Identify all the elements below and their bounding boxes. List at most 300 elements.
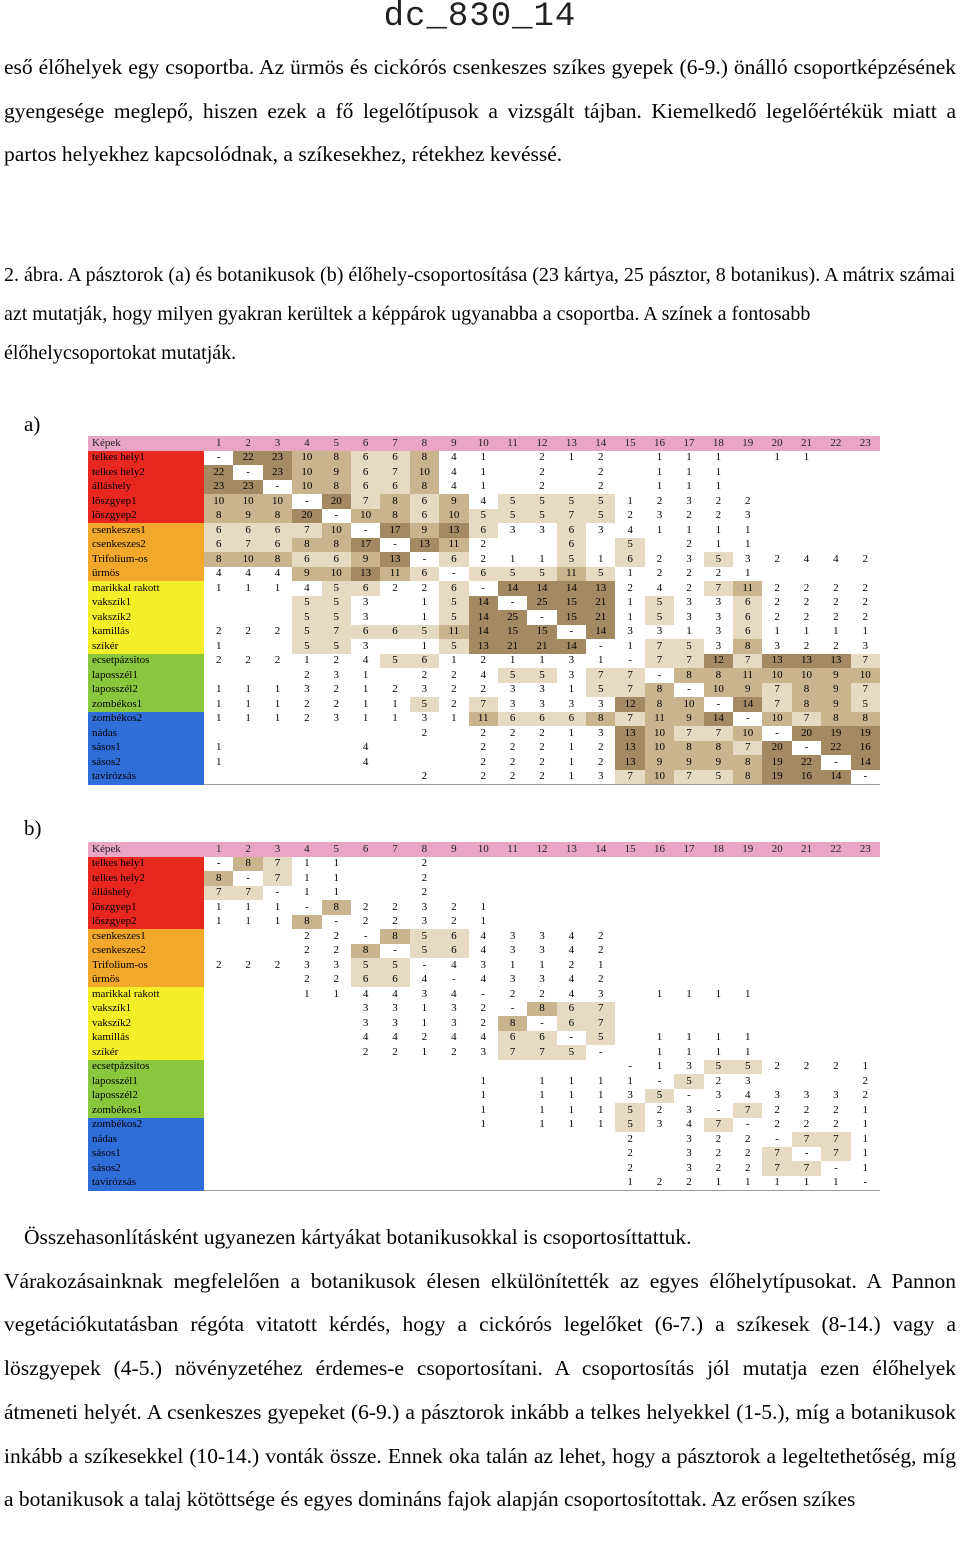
- matrix-a-cell: 5: [645, 610, 674, 625]
- matrix-a-cell: 1: [627, 639, 633, 652]
- matrix-a-cell: 3: [333, 668, 339, 681]
- matrix-b-cell: [292, 1074, 321, 1089]
- matrix-a-cell: 6: [439, 581, 468, 596]
- matrix-b-cell: [380, 857, 409, 872]
- matrix-a-cell: 14: [821, 770, 850, 785]
- matrix-a-cell: 2: [598, 755, 604, 768]
- matrix-b-cell: 7: [498, 1045, 527, 1060]
- matrix-b-cell: 1: [598, 1118, 604, 1130]
- matrix-a-col-header: 23: [851, 436, 880, 451]
- matrix-a-cell: 5: [527, 668, 556, 683]
- matrix-b-cell: -: [598, 1045, 603, 1058]
- matrix-b-col-header: 4: [292, 842, 321, 857]
- matrix-b-cell: [733, 915, 762, 930]
- matrix-a-cell: [263, 639, 292, 654]
- matrix-a-cell: 2: [598, 451, 604, 463]
- matrix-a-cell: 1: [568, 683, 575, 695]
- matrix-a-cell: [586, 538, 615, 553]
- matrix-a-col-header: 20: [762, 436, 791, 451]
- matrix-a-cell: 1: [715, 480, 722, 492]
- matrix-b-row-label: zombékos2: [88, 1118, 204, 1133]
- matrix-b-cell: 2: [774, 1103, 780, 1116]
- matrix-b-cell: -: [481, 987, 486, 1000]
- matrix-b-cell: [351, 1161, 380, 1176]
- matrix-b-cell: [645, 1002, 674, 1017]
- matrix-b-cell: -: [716, 1103, 721, 1116]
- matrix-a-cell: 14: [586, 625, 615, 640]
- matrix-b-cell: -: [540, 1016, 544, 1029]
- matrix-a-row-label: ecsetpázsitos: [88, 654, 204, 669]
- matrix-b-cell: 1: [480, 1074, 486, 1087]
- matrix-b-cell: 1: [568, 1074, 575, 1087]
- matrix-b-cell: [615, 973, 644, 988]
- matrix-b-cell: 4: [744, 1089, 751, 1101]
- matrix-b-cell: [851, 1031, 880, 1046]
- matrix-b-row: [88, 1074, 880, 1089]
- matrix-a-cell: 4: [451, 465, 457, 478]
- matrix-a-cell: [322, 755, 351, 770]
- matrix-b-cell: [233, 929, 262, 944]
- matrix-b-cell: 1: [686, 1031, 692, 1043]
- matrix-a-cell: 2: [527, 770, 556, 785]
- results-paragraph: [4, 1216, 956, 1522]
- matrix-a-cell: 2: [744, 494, 751, 507]
- matrix-b-cell: [292, 1045, 321, 1060]
- matrix-b-cell: [469, 886, 498, 901]
- matrix-b-cell: [586, 857, 615, 872]
- matrix-a-cell: 9: [292, 567, 321, 582]
- matrix-a-cell: -: [657, 668, 662, 681]
- matrix-a-cell: 21: [527, 639, 556, 654]
- matrix-a-cell: 2: [803, 610, 810, 623]
- matrix-b-cell: [557, 871, 586, 886]
- matrix-a-cell: 3: [656, 509, 663, 521]
- matrix-a-cell: 5: [380, 654, 409, 669]
- matrix-b-cell: [557, 886, 586, 901]
- matrix-b-cell: [792, 1031, 821, 1046]
- matrix-a-cell: [821, 567, 850, 582]
- matrix-b-cell: [498, 900, 527, 915]
- matrix-a-cell: -: [451, 567, 456, 579]
- matrix-a-cell: 5: [615, 538, 644, 553]
- matrix-a-cell: [263, 741, 292, 756]
- matrix-a-cell: 10: [351, 509, 380, 524]
- matrix-a-cell: 1: [245, 581, 251, 594]
- matrix-a-row: [88, 683, 880, 698]
- matrix-b-cell: 1: [715, 987, 722, 1000]
- matrix-a-cell: [233, 726, 262, 741]
- matrix-b-cell: 4: [686, 1118, 692, 1130]
- matrix-b-row-label: Trifolium-os: [88, 958, 204, 973]
- matrix-a-cell: 3: [686, 552, 692, 565]
- matrix-a-cell: [439, 726, 468, 741]
- matrix-b-cell: [674, 1002, 703, 1017]
- matrix-b-cell: 5: [674, 1074, 703, 1089]
- matrix-a-cell: 3: [744, 509, 751, 521]
- matrix-b-cell: 7: [586, 1002, 615, 1017]
- matrix-a-cell: 7: [733, 741, 762, 756]
- matrix-b-cell: [792, 958, 821, 973]
- matrix-a-row-label: löszgyep2: [88, 509, 204, 524]
- matrix-a-cell: 1: [215, 581, 222, 594]
- matrix-b-cell: 1: [656, 1045, 663, 1058]
- matrix-b-cell: -: [393, 944, 397, 956]
- matrix-a-col-header: 14: [586, 436, 615, 451]
- matrix-a-cell: [851, 494, 880, 509]
- matrix-a-cell: 4: [656, 581, 663, 594]
- matrix-b-cell: [380, 1089, 409, 1104]
- matrix-b-col-header: 21: [792, 842, 821, 857]
- matrix-b-cell: [615, 900, 644, 915]
- matrix-b-cell: [469, 857, 498, 872]
- matrix-a-cell: [762, 465, 791, 480]
- matrix-b-cell: 2: [674, 1176, 703, 1191]
- matrix-b-cell: 3: [598, 987, 604, 1000]
- matrix-a-cell: [851, 509, 880, 524]
- matrix-a-cell: 22: [821, 741, 850, 756]
- matrix-b-cell: 2: [627, 1147, 633, 1159]
- matrix-b-cell: [292, 1103, 321, 1118]
- matrix-a-cell: 2: [686, 509, 692, 521]
- matrix-a-cell: 8: [645, 683, 674, 698]
- matrix-a-row: [88, 654, 880, 669]
- matrix-a-cell: [292, 726, 321, 741]
- matrix-b-cell: [733, 1016, 762, 1031]
- matrix-b-cell: 3: [451, 1002, 457, 1014]
- matrix-a-cell: 3: [568, 697, 575, 710]
- matrix-a-cell: 23: [204, 480, 233, 495]
- matrix-b-row-label: csenkeszes2: [88, 944, 204, 959]
- matrix-b-cell: [586, 871, 615, 886]
- matrix-b-cell: 6: [557, 1016, 586, 1031]
- matrix-a-cell: 4: [451, 480, 457, 492]
- matrix-b-cell: [498, 1074, 527, 1089]
- matrix-b-cell: [733, 857, 762, 872]
- matrix-a-cell: 1: [744, 567, 751, 579]
- matrix-a-cell: [351, 726, 380, 741]
- matrix-a-cell: 3: [421, 712, 428, 724]
- matrix-b-cell: 1: [568, 1089, 575, 1101]
- matrix-a-cell: 5: [322, 639, 351, 654]
- matrix-b-cell: [704, 1016, 733, 1031]
- matrix-b-cell: [762, 1074, 791, 1089]
- matrix-b-cell: 2: [509, 987, 516, 1000]
- matrix-a-cell: 1: [509, 552, 516, 565]
- matrix-a-cell: 1: [715, 465, 722, 478]
- matrix-a-cell: 10: [645, 726, 674, 741]
- matrix-b-cell: 1: [333, 871, 339, 884]
- matrix-b-cell: [233, 1176, 262, 1191]
- matrix-a-cell: 11: [380, 567, 409, 582]
- matrix-a-cell: 3: [774, 639, 780, 652]
- matrix-b-cell: [263, 987, 292, 1002]
- matrix-a-cell: 14: [733, 697, 762, 712]
- matrix-b-cell: 1: [480, 1103, 486, 1116]
- matrix-b-cell: [233, 1060, 262, 1075]
- matrix-b-cell: [615, 886, 644, 901]
- matrix-b-cell: [792, 1074, 821, 1089]
- matrix-b-cell: 3: [451, 1016, 457, 1029]
- matrix-a-cell: 10: [704, 683, 733, 698]
- matrix-a-cell: 6: [380, 480, 409, 495]
- matrix-b-cell: 1: [568, 1103, 575, 1116]
- matrix-b-cell: [322, 1045, 351, 1060]
- matrix-a-cell: 3: [333, 712, 339, 724]
- matrix-b-cell: [762, 1002, 791, 1017]
- matrix-a-cell: [263, 726, 292, 741]
- matrix-b-cell: [233, 1016, 262, 1031]
- matrix-b-cell: [380, 1074, 409, 1089]
- matrix-a-cell: 6: [292, 552, 321, 567]
- matrix-b-cell: -: [775, 1132, 779, 1145]
- matrix-b-cell: [322, 1118, 351, 1133]
- matrix-b-cell: 7: [792, 1161, 821, 1176]
- matrix-b-cell: 1: [615, 1176, 644, 1191]
- matrix-b-cell: [645, 886, 674, 901]
- matrix-b-cell: 3: [539, 973, 545, 985]
- matrix-a-cell: 8: [704, 668, 733, 683]
- matrix-a-row: [88, 480, 880, 495]
- matrix-a-cell: [233, 770, 262, 785]
- matrix-b-cell: [322, 1103, 351, 1118]
- matrix-a-cell: 5: [439, 639, 468, 654]
- matrix-b-cell: [498, 871, 527, 886]
- matrix-b-cell: 2: [451, 915, 457, 927]
- matrix-b-cell: [380, 1161, 409, 1176]
- matrix-a-cell: [792, 465, 821, 480]
- matrix-a-cell: 3: [686, 494, 692, 507]
- matrix-a-row-label: zombékos2: [88, 712, 204, 727]
- matrix-b-cell: 3: [539, 929, 545, 942]
- matrix-b-cell: [410, 1176, 439, 1191]
- matrix-b-cell: 2: [362, 900, 369, 913]
- matrix-a-cell: 6: [380, 625, 409, 640]
- matrix-b-cell: -: [687, 1089, 691, 1101]
- matrix-b-cell: [233, 1045, 262, 1060]
- matrix-b-cell: 3: [686, 1147, 692, 1159]
- matrix-a-cell: 8: [851, 712, 880, 727]
- matrix-a-cell: 1: [656, 451, 663, 463]
- matrix-a-cell: 2: [803, 596, 810, 608]
- matrix-a-cell: 1: [362, 683, 369, 695]
- matrix-a-cell: 8: [263, 552, 292, 567]
- matrix-a-cell: 1: [362, 712, 369, 724]
- matrix-a-cell: 2: [480, 552, 486, 565]
- matrix-a-cell: 21: [498, 639, 527, 654]
- matrix-b-cell: [233, 1074, 262, 1089]
- matrix-a-row: [88, 697, 880, 712]
- matrix-a-row-label: kamillás: [88, 625, 204, 640]
- matrix-b-cell: [380, 1103, 409, 1118]
- matrix-b-cell: [204, 1074, 233, 1089]
- matrix-b-cell: [762, 871, 791, 886]
- matrix-a-row: [88, 494, 880, 509]
- matrix-a-cell: -: [334, 509, 339, 521]
- matrix-a-cell: 3: [715, 596, 722, 608]
- matrix-a-cell: 1: [421, 610, 428, 623]
- matrix-a-cell: 11: [469, 712, 498, 727]
- matrix-a-row: [88, 741, 880, 756]
- matrix-b-cell: [233, 1031, 262, 1046]
- matrix-b-cell: [263, 1002, 292, 1017]
- matrix-a-cell: 2: [333, 654, 339, 666]
- matrix-b-row: [88, 1118, 880, 1133]
- matrix-b-cell: 4: [568, 944, 575, 956]
- matrix-a-cell: 2: [539, 465, 545, 478]
- matrix-b-cell: [322, 1074, 351, 1089]
- matrix-a-cell: 9: [821, 683, 850, 698]
- matrix-b-cell: 1: [245, 915, 251, 927]
- matrix-a-cell: 6: [557, 523, 586, 538]
- matrix-b-cell: 2: [598, 944, 604, 956]
- matrix-a-cell: -: [716, 697, 721, 710]
- matrix-b-col-header: 10: [469, 842, 498, 857]
- matrix-a-cell: 2: [421, 668, 428, 681]
- matrix-a-cell: [645, 538, 674, 553]
- matrix-a-cell: 7: [792, 712, 821, 727]
- matrix-a-cell: 1: [686, 451, 692, 463]
- matrix-b-cell: [498, 886, 527, 901]
- matrix-a-cell: 14: [851, 755, 880, 770]
- matrix-b-cell: 3: [744, 1074, 751, 1087]
- matrix-b-cell: 1: [539, 1074, 545, 1087]
- matrix-a-cell: 5: [586, 494, 615, 509]
- matrix-a-cell: [380, 770, 409, 785]
- matrix-b-cell: 4: [392, 1031, 398, 1043]
- matrix-b-row-label: tavirózsás: [88, 1176, 204, 1191]
- matrix-a-row: [88, 610, 880, 625]
- matrix-b-cell: [762, 857, 791, 872]
- matrix-a-cell: 9: [821, 697, 850, 712]
- matrix-a-cell: 7: [674, 654, 703, 669]
- matrix-b-cell: [821, 900, 850, 915]
- matrix-b-cell: 7: [821, 1132, 850, 1147]
- matrix-b-cell: [263, 944, 292, 959]
- matrix-a-row-label: telkes hely1: [88, 451, 204, 466]
- matrix-b-cell: [233, 1147, 262, 1162]
- matrix-a-cell: 21: [586, 610, 615, 625]
- matrix-a-cell: [292, 770, 321, 785]
- matrix-a-cell: 11: [439, 538, 468, 553]
- matrix-a-col-header: 19: [733, 436, 762, 451]
- matrix-a-cell: [821, 494, 850, 509]
- matrix-a-row: [88, 726, 880, 741]
- matrix-b-cell: 2: [715, 1074, 722, 1087]
- matrix-a-cell: 10: [733, 726, 762, 741]
- matrix-a-cell: 6: [351, 581, 380, 596]
- matrix-b-cell: [586, 1161, 615, 1176]
- matrix-b-cell: 4: [568, 929, 575, 942]
- matrix-b-cell: [557, 1060, 586, 1075]
- matrix-a-cell: 1: [392, 697, 398, 710]
- matrix-b-cell: 1: [715, 1045, 722, 1058]
- matrix-a-row: [88, 639, 880, 654]
- matrix-a-cell: 4: [274, 567, 281, 579]
- matrix-a-cell: 1: [744, 538, 751, 550]
- matrix-b-cell: [469, 1147, 498, 1162]
- matrix-a-cell: 6: [733, 596, 762, 611]
- matrix-b-cell: [557, 1176, 586, 1191]
- matrix-a-cell: 20: [792, 726, 821, 741]
- matrix-a-cell: 1: [568, 741, 575, 753]
- matrix-a-cell: 1: [421, 639, 428, 652]
- matrix-a-cell: 7: [351, 494, 380, 509]
- matrix-b-cell: [322, 1016, 351, 1031]
- matrix-b-cell: [380, 1176, 409, 1191]
- matrix-a-cell: [557, 480, 586, 495]
- matrix-b-cell: [439, 857, 468, 872]
- matrix-b-cell: 2: [803, 1060, 810, 1072]
- matrix-b-row-label: nádas: [88, 1132, 204, 1147]
- matrix-a-cell: [498, 480, 527, 495]
- matrix-b-cell: [410, 1161, 439, 1176]
- matrix-b-cell: 8: [498, 1016, 527, 1031]
- matrix-b-cell: [322, 1161, 351, 1176]
- matrix-b-cell: 3: [774, 1089, 780, 1101]
- matrix-a-cell: 6: [204, 523, 233, 538]
- matrix-a-row-label: csenkeszes1: [88, 523, 204, 538]
- matrix-b-cell: [733, 900, 762, 915]
- matrix-b-cell: [439, 1147, 468, 1162]
- matrix-b-cell: [645, 1132, 674, 1147]
- matrix-b-row-label: vakszík1: [88, 1002, 204, 1017]
- matrix-b-cell: [762, 1016, 791, 1031]
- matrix-b-cell: 1: [627, 1074, 633, 1087]
- matrix-a-cell: 3: [586, 770, 615, 785]
- matrix-b-cell: 2: [803, 1118, 810, 1130]
- matrix-b-cell: [645, 929, 674, 944]
- matrix-b-cell: [233, 1002, 262, 1017]
- matrix-b-cell: [733, 1002, 762, 1017]
- matrix-b-cell: [263, 1016, 292, 1031]
- matrix-a-cell: -: [305, 494, 309, 507]
- matrix-b-cell: [410, 1060, 439, 1075]
- matrix-a-cell: 10: [292, 451, 321, 466]
- matrix-b-row: [88, 1176, 880, 1191]
- matrix-b-row-label: telkes hely2: [88, 871, 204, 886]
- matrix-b-cell: [733, 944, 762, 959]
- matrix-a-cell: 1: [480, 465, 486, 478]
- matrix-a-cell: 2: [451, 683, 457, 695]
- matrix-a-cell: 1: [215, 712, 222, 724]
- matrix-a-cell: 8: [821, 712, 850, 727]
- matrix-b-cell: [233, 1103, 262, 1118]
- matrix-b-cell: [615, 1002, 644, 1017]
- matrix-a-cell: 10: [645, 741, 674, 756]
- matrix-a-cell: 2: [274, 625, 281, 637]
- matrix-a-cell: 1: [803, 451, 810, 463]
- matrix-a-cell: [380, 639, 409, 654]
- matrix-b-cell: [469, 871, 498, 886]
- matrix-a-cell: 1: [598, 654, 604, 666]
- matrix-b-cell: 3: [539, 944, 545, 956]
- matrix-a-cell: [821, 465, 850, 480]
- matrix-b-cell: [557, 1161, 586, 1176]
- matrix-b-row-label: ürmös: [88, 973, 204, 988]
- matrix-a-cell: 6: [410, 654, 439, 669]
- matrix-b-cell: [263, 1176, 292, 1191]
- matrix-b-row-label: laposszél1: [88, 1074, 204, 1089]
- matrix-b-cell: [322, 1089, 351, 1104]
- matrix-b-cell: 1: [274, 915, 281, 927]
- matrix-b-cell: [792, 973, 821, 988]
- matrix-a-cell: 2: [469, 770, 498, 785]
- matrix-a-col-header: 6: [351, 436, 380, 451]
- matrix-b-cell: [792, 871, 821, 886]
- matrix-b-cell: [233, 1089, 262, 1104]
- matrix-a-cell: [792, 567, 821, 582]
- matrix-b-cell: 1: [733, 1176, 762, 1191]
